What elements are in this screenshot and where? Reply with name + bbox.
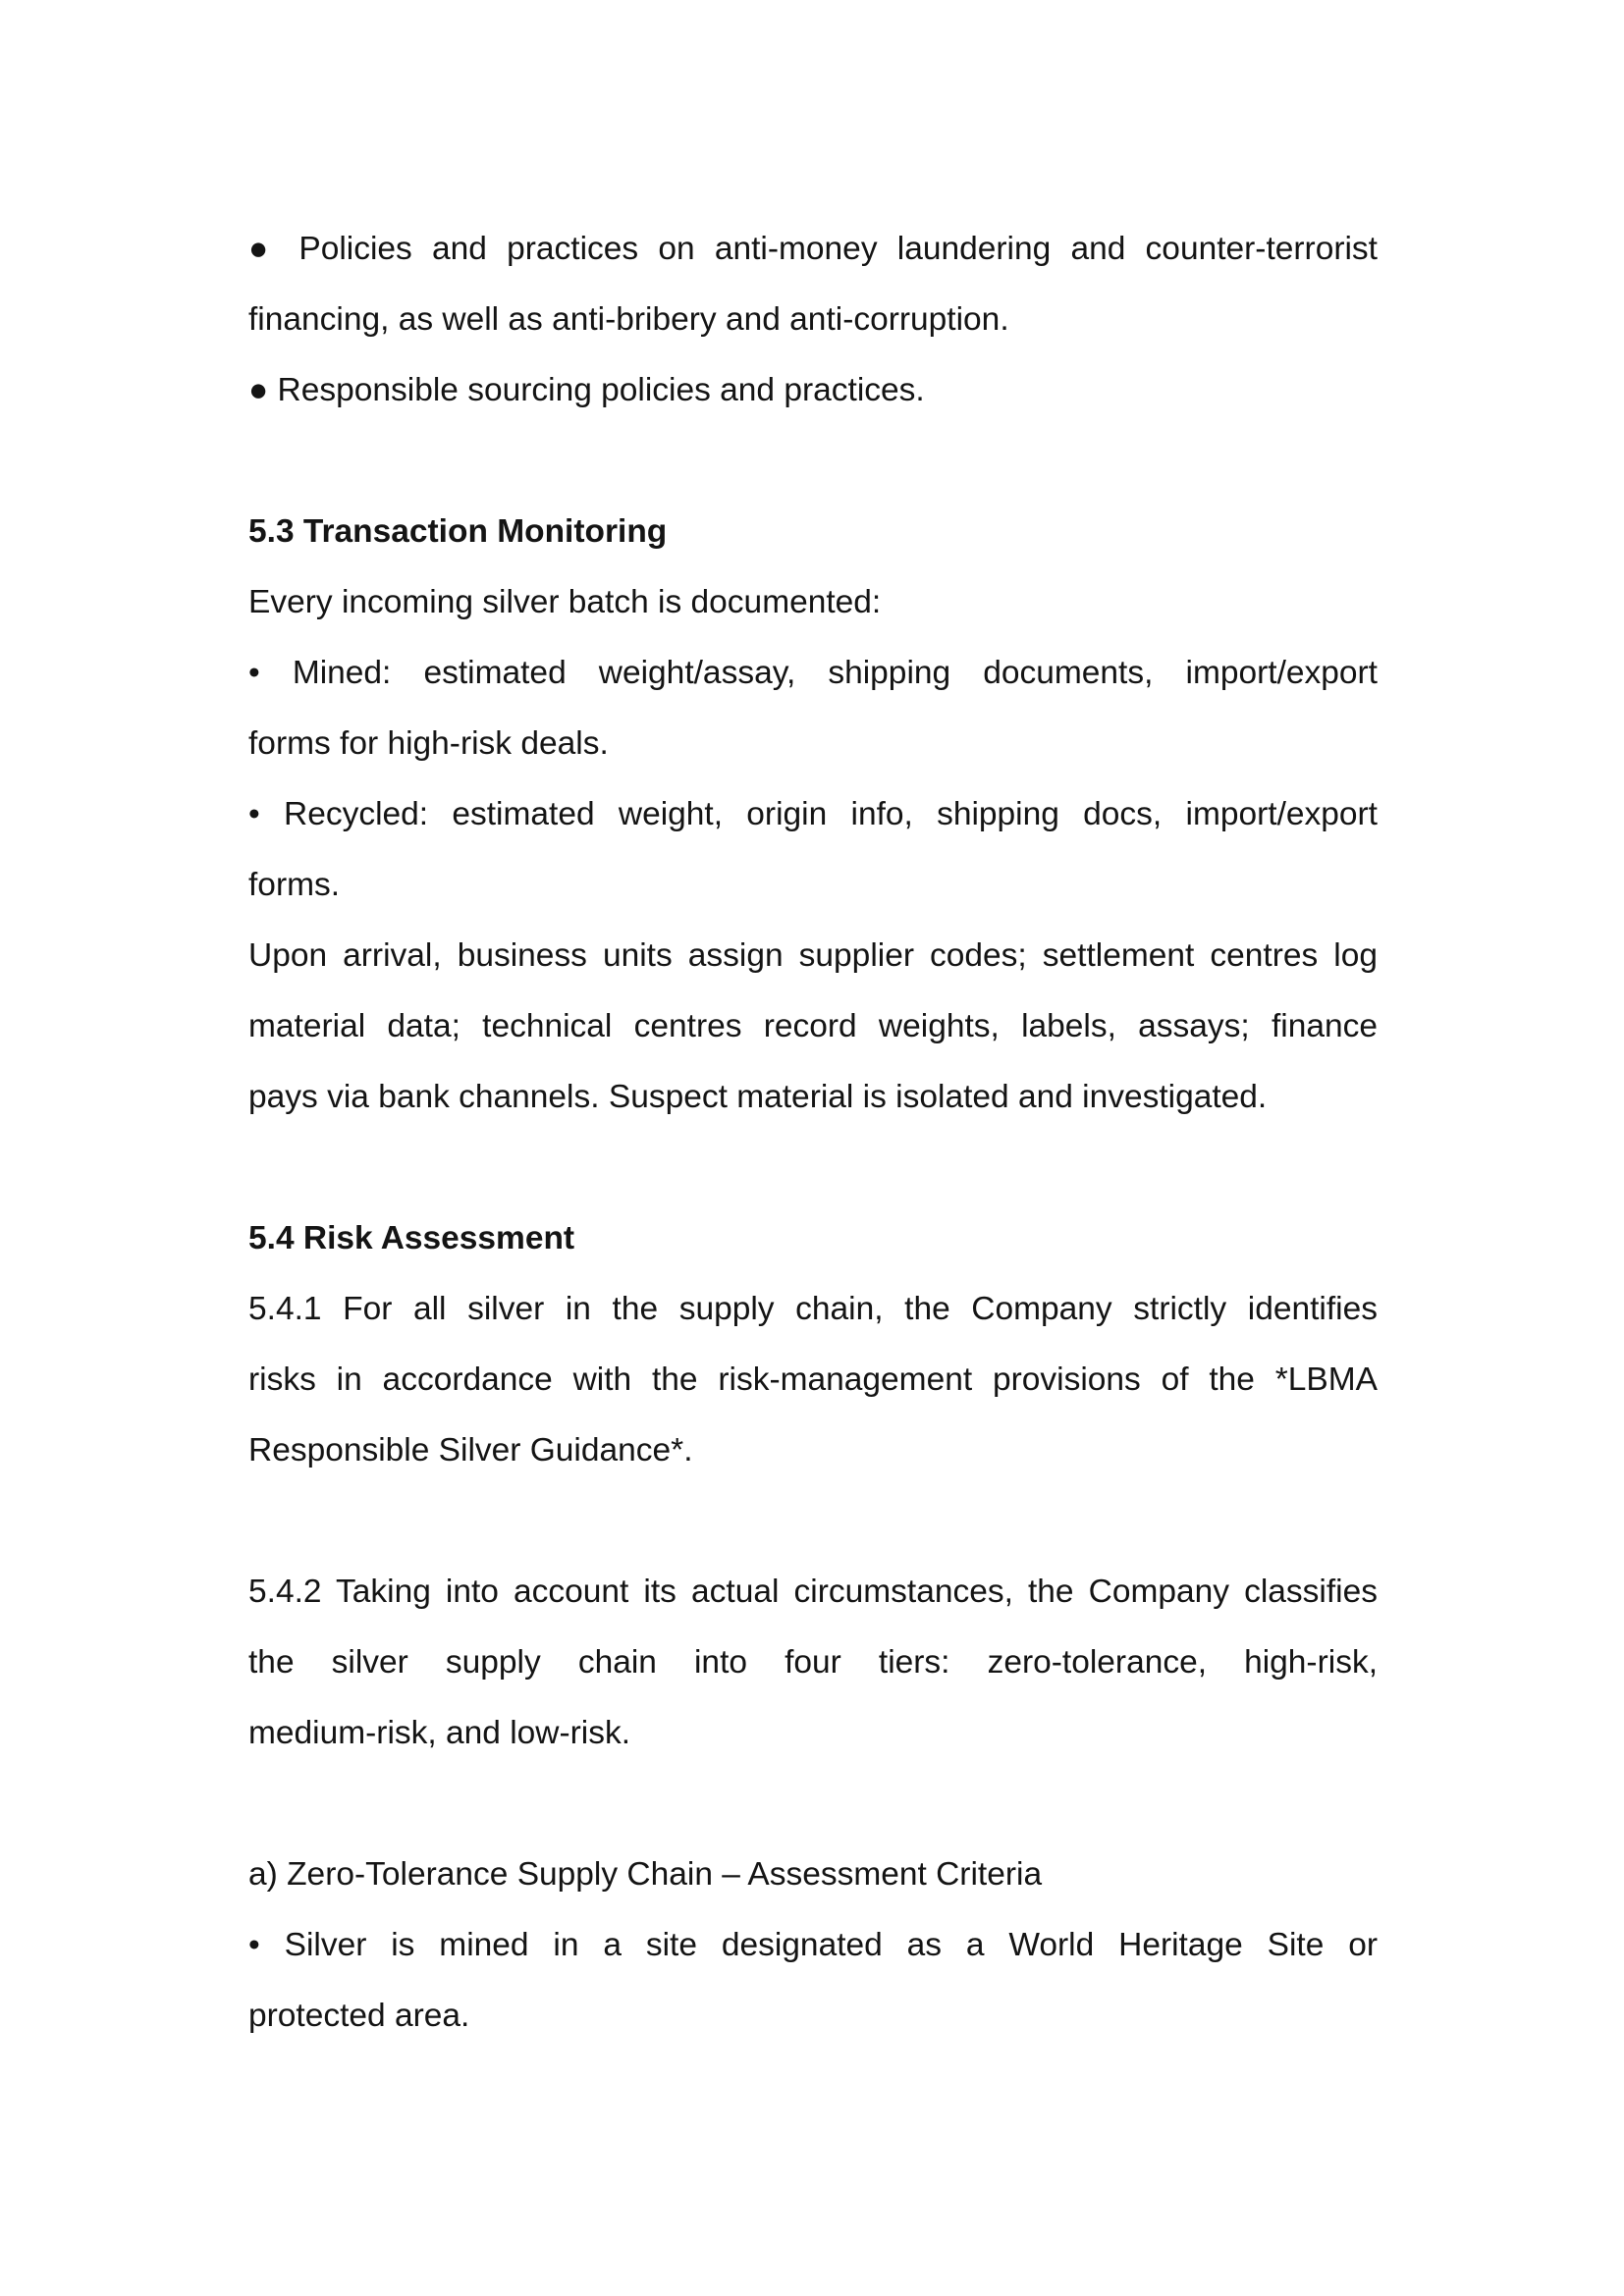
blank-line	[248, 1769, 1378, 1840]
document-body	[248, 214, 1378, 2052]
body-line: risks in accordance with the risk-management provisions of the *LBMA	[248, 1362, 1378, 1398]
bullet-line: ● Responsible sourcing policies and practices.	[248, 372, 925, 408]
body-line: protected area.	[248, 1998, 470, 2034]
bullet-paragraph-sourcing	[248, 355, 1378, 426]
body-line: financing, as well as anti-bribery and anti-corruption.	[248, 301, 1009, 338]
body-line: medium-risk, and low-risk.	[248, 1715, 631, 1751]
bullet-paragraph-world-heritage	[248, 1910, 1378, 2052]
blank-line	[248, 1486, 1378, 1557]
bullet-paragraph-mined	[248, 638, 1378, 779]
bullet-line: • Recycled: estimated weight, origin info, shipping docs, import/export	[248, 796, 1378, 832]
bullet-paragraph-recycled	[248, 779, 1378, 921]
bullet-paragraph-policies	[248, 214, 1378, 355]
paragraph-arrival-process	[248, 921, 1378, 1133]
blank-line	[248, 1133, 1378, 1203]
bullet-line: ● Policies and practices on anti-money laundering and counter-terrorist	[248, 231, 1378, 267]
bullet-line: • Silver is mined in a site designated as a World Heritage Site or	[248, 1927, 1378, 1963]
body-line: Upon arrival, business units assign supplier codes; settlement centres log	[248, 937, 1378, 974]
section-heading-53: 5.3 Transaction Monitoring	[248, 513, 668, 550]
body-line: a) Zero-Tolerance Supply Chain – Assessment Criteria	[248, 1856, 1043, 1893]
blank-line	[248, 426, 1378, 497]
body-line: pays via bank channels. Suspect material is isolated and investigated.	[248, 1079, 1268, 1115]
paragraph-541	[248, 1274, 1378, 1486]
body-line: 5.4.2 Taking into account its actual circumstances, the Company classifies	[248, 1574, 1378, 1610]
bullet-line: • Mined: estimated weight/assay, shipping documents, import/export	[248, 655, 1378, 691]
paragraph-542	[248, 1557, 1378, 1769]
body-line: forms.	[248, 867, 341, 903]
section-heading-54: 5.4 Risk Assessment	[248, 1220, 575, 1256]
body-line: material data; technical centres record weights, labels, assays; finance	[248, 1008, 1378, 1044]
body-line: Responsible Silver Guidance*.	[248, 1432, 693, 1468]
paragraph-batch-intro	[248, 567, 1378, 638]
body-line: 5.4.1 For all silver in the supply chain, the Company strictly identifies	[248, 1291, 1378, 1327]
subheading-zero-tolerance	[248, 1840, 1378, 1910]
body-line: Every incoming silver batch is documented:	[248, 584, 882, 620]
body-line: forms for high-risk deals.	[248, 725, 609, 762]
body-line: the silver supply chain into four tiers: zero-tolerance, high-risk,	[248, 1644, 1378, 1681]
